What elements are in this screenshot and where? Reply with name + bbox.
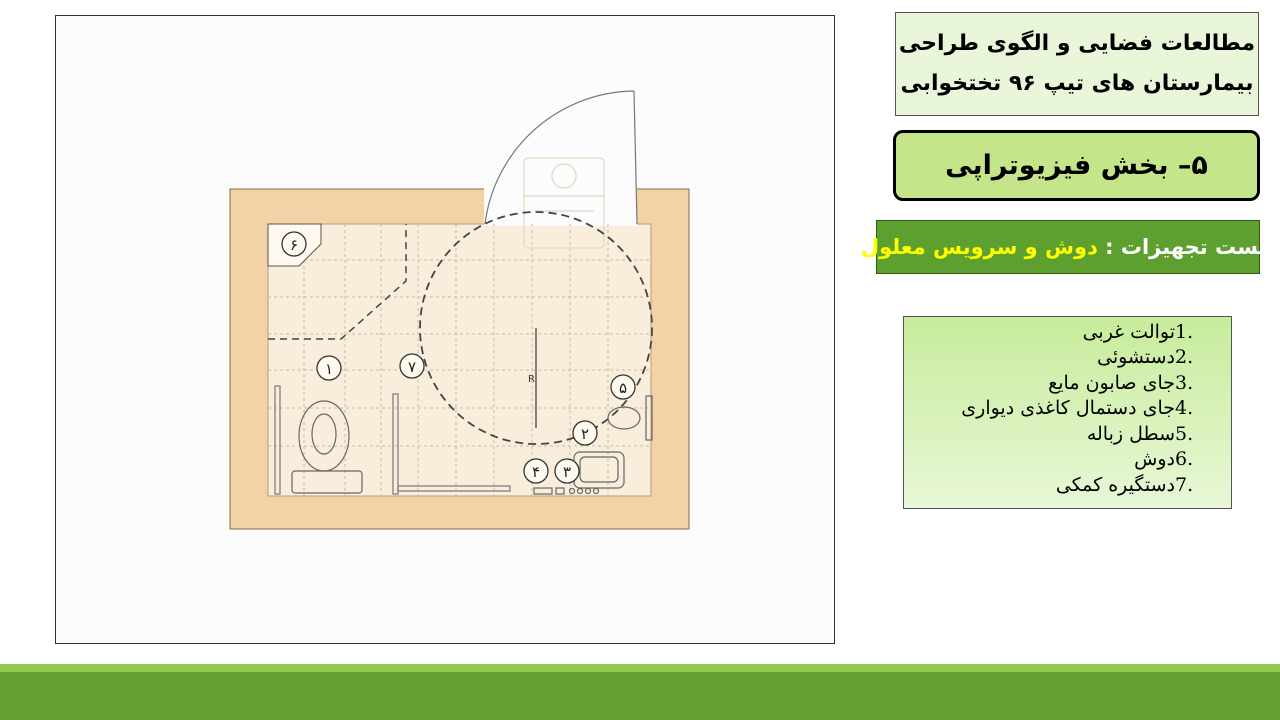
svg-text:۴: ۴ [531,463,541,481]
marker-2 [573,421,597,445]
list-item-number: 2. [1175,346,1194,369]
door-opening [484,186,637,226]
marker-6 [282,232,306,256]
list-item [904,319,1223,345]
marker-7 [400,354,424,378]
title-line-1: مطالعات فضایی و الگوی طراحی [898,31,1256,56]
list-item-text: جای صابون مایع [1048,371,1175,394]
list-item [904,370,1223,396]
list-item-text: جای دستمال کاغذی دیواری [961,397,1175,420]
list-item-text: دستشوئی [1096,346,1175,369]
equipment-list [903,316,1232,509]
list-item-number: 4. [1175,397,1194,420]
floor-plan-drawing [56,16,836,645]
marker-1 [317,356,341,380]
floor-plan-frame [55,15,835,644]
svg-text:۵: ۵ [618,379,628,397]
equipment-header-highlight: دوش و سرویس معلول [860,235,1098,259]
radius-label: R [528,374,535,385]
list-item-text: توالت غربی [1082,320,1175,343]
svg-text:۲: ۲ [580,425,590,443]
list-item [904,472,1223,498]
list-item-text: دستگیره کمکی [1055,473,1175,496]
list-item-text: دوش [1134,448,1175,471]
list-item-number: 6. [1175,448,1194,471]
list-item [904,447,1223,473]
svg-text:۱: ۱ [324,360,334,378]
list-item [904,345,1223,371]
document-title [895,12,1259,116]
list-item-number: 5. [1175,422,1194,445]
list-item [904,396,1223,422]
list-item-text: سطل زباله [1086,422,1175,445]
marker-5 [611,375,635,399]
list-item [904,421,1223,447]
equipment-header-label: لیست تجهیزات : [1105,235,1276,259]
marker-3 [555,459,579,483]
svg-text:۶: ۶ [289,236,299,254]
section-label: ۵– بخش فیزیوتراپی [945,150,1208,181]
svg-text:۷: ۷ [407,358,417,376]
footer-bar [0,672,1280,720]
list-item-number: 3. [1175,371,1194,394]
svg-text:۳: ۳ [562,463,572,481]
title-line-2: بیمارستان های تیپ ۹۶ تختخوابی [900,71,1254,96]
list-item-number: 7. [1175,473,1194,496]
section-heading [893,130,1260,201]
list-item-number: 1. [1175,320,1194,343]
equipment-header [860,220,1276,274]
footer-accent-stripe [0,664,1280,672]
marker-4 [524,459,548,483]
